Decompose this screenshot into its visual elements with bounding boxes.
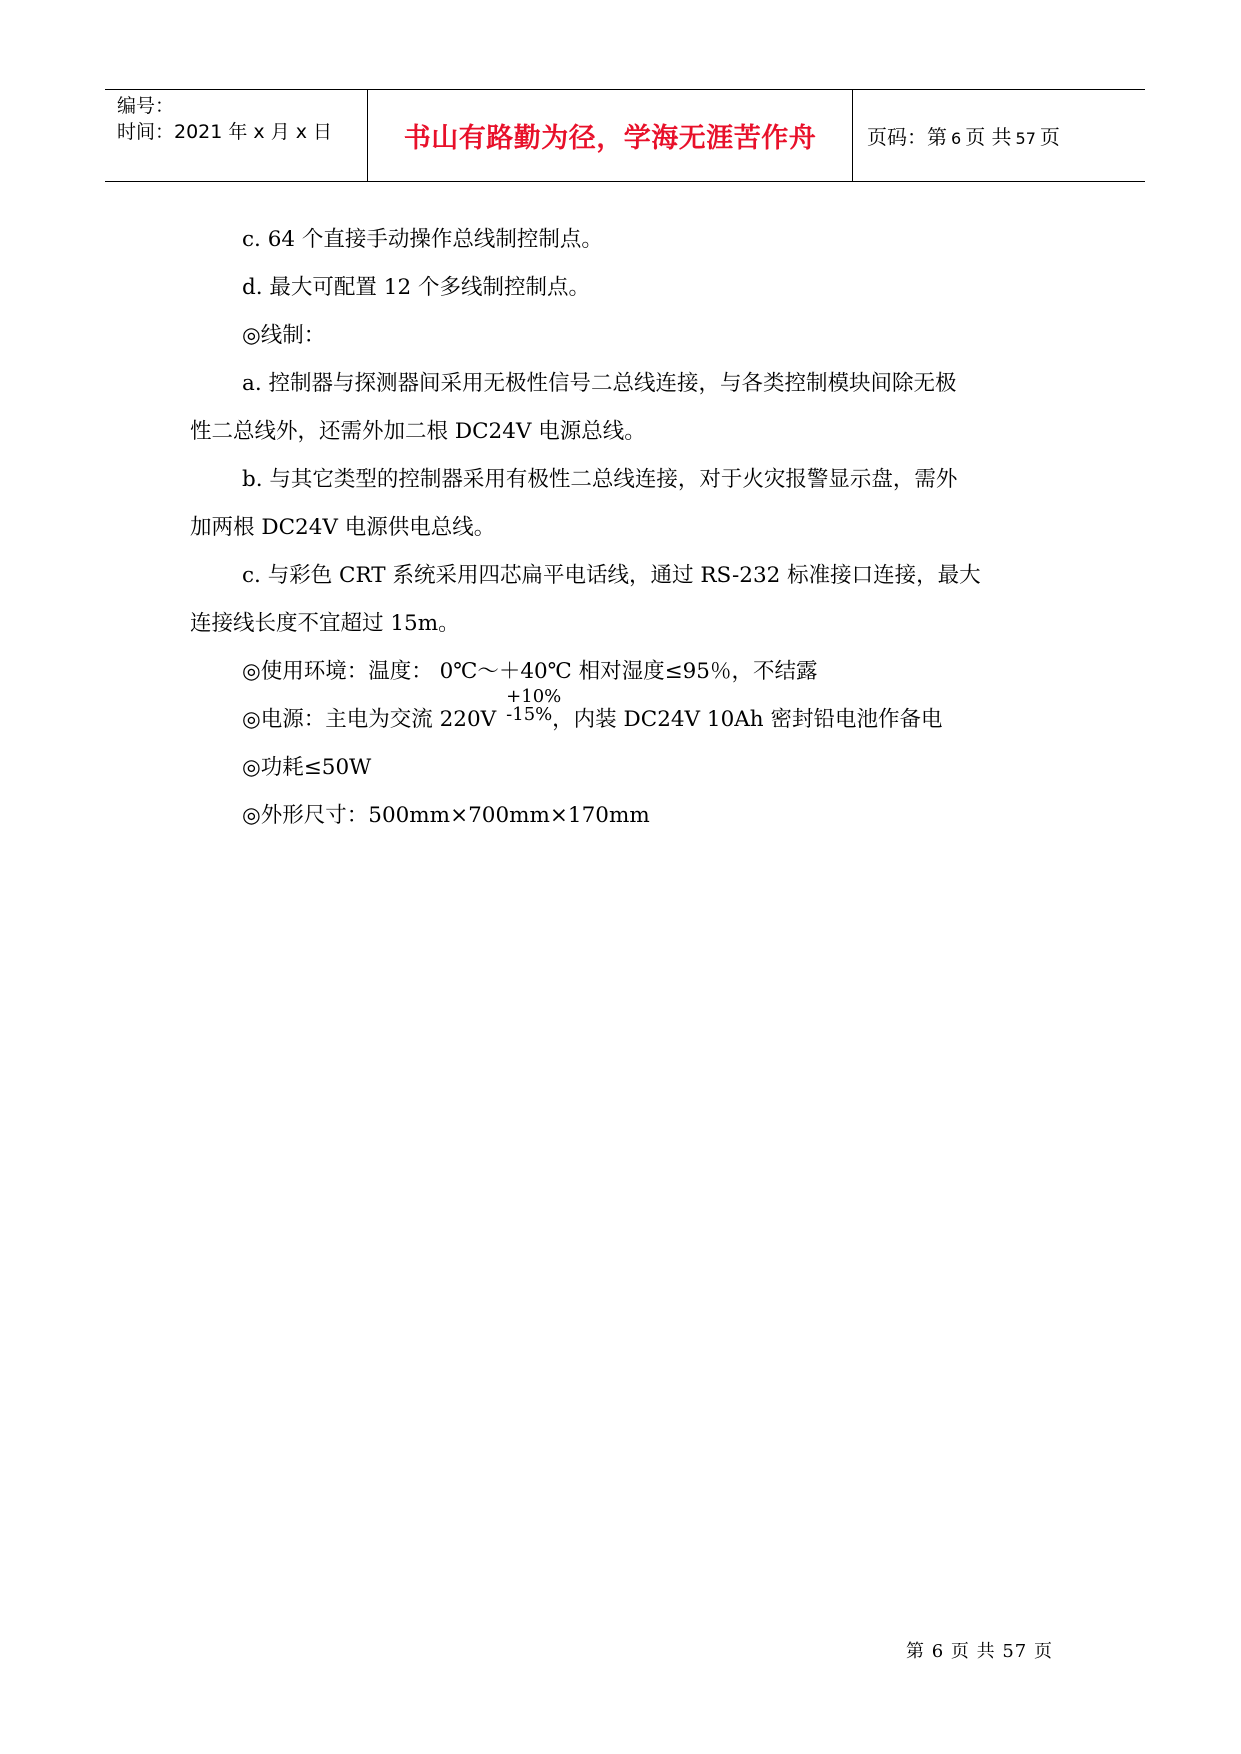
wiring-a-line-2: 性二总线外，还需外加二根 DC24V 电源总线。 bbox=[190, 419, 646, 444]
body-line-c64: c. 64 个直接手动操作总线制控制点。 bbox=[242, 227, 603, 252]
header-meta-cell bbox=[105, 90, 368, 181]
wiring-c-line-1: c. 与彩色 CRT 系统采用四芯扁平电话线，通过 RS-232 标准接口连接，最大 bbox=[242, 563, 981, 588]
page-suffix: 页 bbox=[1039, 125, 1060, 149]
page-total: 57 bbox=[1015, 129, 1036, 148]
environment-line: ◎使用环境：温度： 0℃～＋40℃ 相对湿度≤95％，不结露 bbox=[242, 659, 818, 684]
page-mid: 页 共 bbox=[965, 125, 1012, 149]
wiring-c-line-2: 连接线长度不宜超过 15m。 bbox=[190, 611, 460, 636]
motto-text: 书山有路勤为径，学海无涯苦作舟 bbox=[403, 123, 817, 154]
page-current: 6 bbox=[951, 129, 962, 148]
wiring-b-line-2: 加两根 DC24V 电源供电总线。 bbox=[190, 515, 496, 540]
wiring-heading: ◎线制： bbox=[242, 323, 326, 348]
body-line-d12: d. 最大可配置 12 个多线制控制点。 bbox=[242, 275, 590, 300]
page-footer: 第 6 页 共 57 页 bbox=[906, 1641, 1053, 1662]
tolerance-minus: -15% bbox=[506, 704, 553, 725]
header-motto-cell bbox=[368, 90, 853, 181]
header-page-number bbox=[867, 121, 1060, 150]
wiring-a-line-1: a. 控制器与探测器间采用无极性信号二总线连接，与各类控制模块间除无极 bbox=[242, 371, 957, 396]
voltage-tolerance bbox=[496, 686, 562, 735]
power-line bbox=[242, 686, 943, 735]
wiring-b-line-1: b. 与其它类型的控制器采用有极性二总线连接，对于火灾报警显示盘，需外 bbox=[242, 467, 958, 492]
power-consumption-line: ◎功耗≤50W bbox=[242, 755, 372, 780]
time-label: 时间：2021 年 x 月 x 日 bbox=[117, 121, 333, 143]
dimensions-line: ◎外形尺寸：500mm×700mm×170mm bbox=[242, 803, 650, 828]
tolerance-plus: +10% bbox=[506, 686, 562, 707]
page-prefix: 页码：第 bbox=[867, 125, 947, 149]
serial-number-label: 编号： bbox=[117, 95, 175, 117]
power-text-b: ，内装 DC24V 10Ah 密封铅电池作备电 bbox=[552, 707, 943, 732]
header-page-cell bbox=[853, 90, 1145, 181]
page-header bbox=[105, 89, 1145, 182]
power-text-a: ◎电源：主电为交流 220V bbox=[242, 707, 497, 732]
